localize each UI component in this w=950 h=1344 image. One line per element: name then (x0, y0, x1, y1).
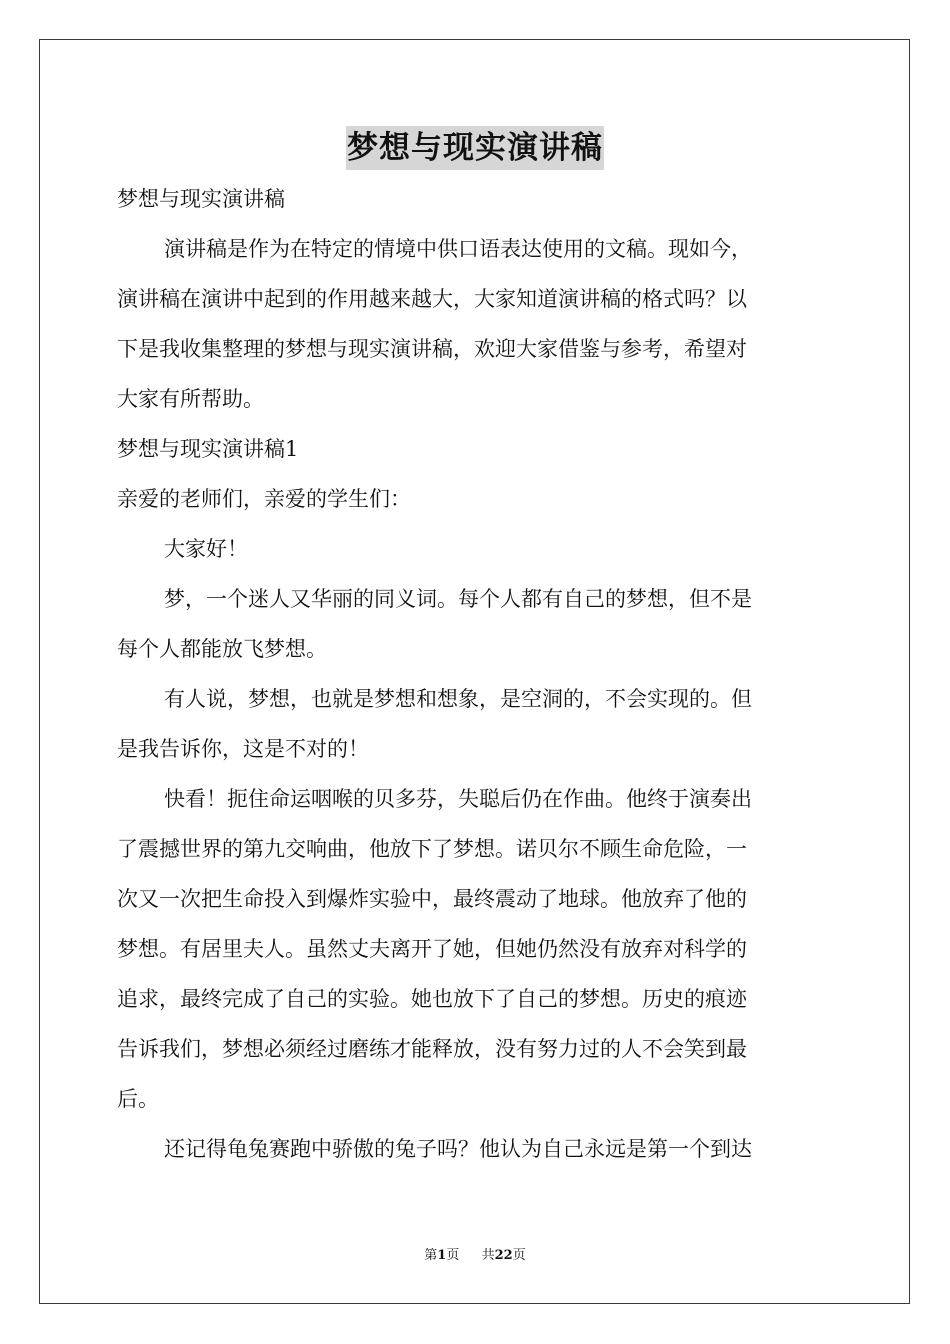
intro-line: 演讲稿是作为在特定的情境中供口语表达使用的文稿。现如今， (164, 237, 752, 261)
footer-page-suffix: 页 (446, 1248, 460, 1263)
paragraph-line: 告诉我们，梦想必须经过磨练才能释放，没有努力过的人不会笑到最 (117, 1037, 747, 1061)
paragraph-line: 是我告诉你，这是不对的！ (117, 737, 369, 761)
footer-total-prefix: 共 (481, 1248, 495, 1263)
paragraph-line: 梦，一个迷人又华丽的同义词。每个人都有自己的梦想，但不是 (164, 587, 752, 611)
paragraph-line: 后。 (117, 1087, 159, 1111)
paragraph-line: 追求，最终完成了自己的实验。她也放下了自己的梦想。历史的痕迹 (117, 987, 747, 1011)
footer-total-suffix: 页 (512, 1248, 526, 1263)
page-number: 1 (437, 1248, 447, 1263)
paragraph-line: 还记得龟兔赛跑中骄傲的兔子吗？他认为自己永远是第一个到达 (164, 1137, 752, 1161)
title-container (0, 126, 950, 170)
section-heading: 梦想与现实演讲稿1 (117, 437, 299, 461)
document-title: 梦想与现实演讲稿 (346, 126, 604, 170)
page-footer (0, 1246, 950, 1266)
paragraph-line: 了震撼世界的第九交响曲，他放下了梦想。诺贝尔不顾生命危险，一 (117, 837, 747, 861)
paragraph-line: 快看！扼住命运咽喉的贝多芬，失聪后仍在作曲。他终于演奏出 (164, 787, 752, 811)
intro-line: 演讲稿在演讲中起到的作用越来越大，大家知道演讲稿的格式吗？以 (117, 287, 747, 311)
subtitle: 梦想与现实演讲稿 (117, 187, 285, 211)
salutation: 亲爱的老师们，亲爱的学生们： (117, 487, 411, 511)
intro-line: 大家有所帮助。 (117, 387, 264, 411)
page-border (39, 39, 910, 1304)
greeting: 大家好！ (164, 537, 248, 561)
paragraph-line: 每个人都能放飞梦想。 (117, 637, 327, 661)
paragraph-line: 梦想。有居里夫人。虽然丈夫离开了她，但她仍然没有放弃对科学的 (117, 937, 747, 961)
intro-line: 下是我收集整理的梦想与现实演讲稿，欢迎大家借鉴与参考，希望对 (117, 337, 747, 361)
total-pages: 22 (494, 1248, 513, 1263)
paragraph-line: 有人说，梦想，也就是梦想和想象，是空洞的，不会实现的。但 (164, 687, 752, 711)
paragraph-line: 次又一次把生命投入到爆炸实验中，最终震动了地球。他放弃了他的 (117, 887, 747, 911)
footer-prefix: 第 (424, 1248, 438, 1263)
